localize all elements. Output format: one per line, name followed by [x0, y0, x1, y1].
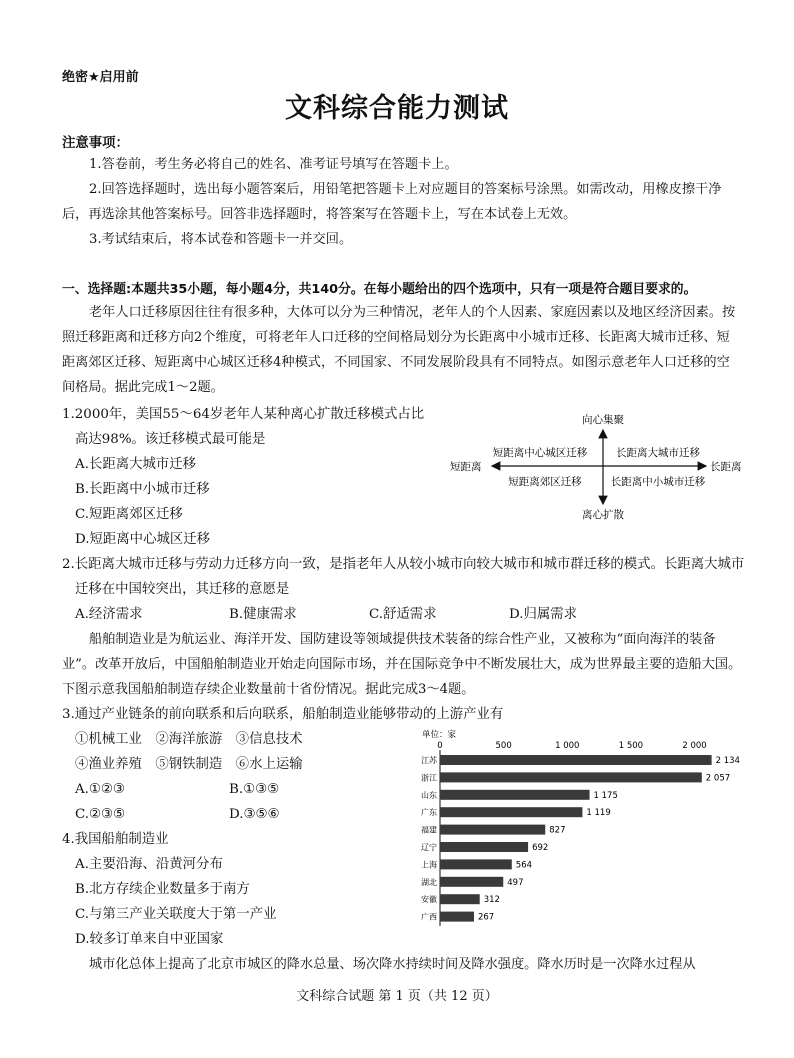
category-label: 广西: [421, 912, 437, 922]
notice-item-1: 1.答卷前，考生务必将自己的姓名、准考证号填写在答题卡上。: [89, 157, 458, 172]
bar: [440, 877, 503, 887]
q1-option-d[interactable]: D.短距离中心城区迁移: [75, 532, 211, 547]
x-tick-label: 0: [437, 741, 443, 751]
notice-item-2: 2.回答选择题时，选出每小题答案后，用铅笔把答题卡上对应题目的答案标号涂黑。如需改动，用橡皮擦干净后，再选涂其他答案标号。回答非选择题时，将答案写在答题卡上，写在本试卷上无效。: [62, 182, 722, 222]
x-tick-label: 500: [495, 741, 512, 751]
x-tick-label: 1 000: [555, 741, 580, 751]
bar: [440, 772, 702, 782]
secret-label: 绝密★启用前: [62, 70, 139, 85]
quadrant-top-left: 短距离中心城区迁移: [492, 447, 588, 459]
q4-stem: 4.我国船舶制造业: [62, 832, 169, 847]
q4-option-b[interactable]: B.北方存续企业数量多于南方: [75, 882, 250, 897]
label-right: 长距离: [710, 461, 742, 473]
x-tick-label: 1 500: [618, 741, 644, 751]
quadrant-top-right: 长距离大城市迁移: [616, 447, 700, 459]
q2-option-d[interactable]: D.归属需求: [509, 607, 578, 622]
category-label: 福建: [421, 825, 437, 835]
bar: [440, 859, 512, 869]
bar-value-label: 827: [549, 825, 566, 836]
notice-item-3: 3.考试结束后，将本试卷和答题卡一并交回。: [89, 232, 353, 247]
x-tick-label: 2 000: [682, 741, 707, 751]
category-label: 江苏: [421, 756, 437, 765]
category-label: 安徽: [421, 895, 437, 905]
q1-option-b[interactable]: B.长距离中小城市迁移: [75, 482, 210, 497]
q3-option-a[interactable]: A.①②③: [75, 782, 125, 797]
q3-option-d[interactable]: D.③⑤⑥: [229, 807, 280, 822]
q1-stem-line2: 高达98%。该迁移模式最可能是: [75, 432, 266, 447]
q1-stem-line1: 1.2000年，美国55～64岁老年人某种离心扩散迁移模式占比: [62, 407, 425, 422]
q2-option-c[interactable]: C.舒适需求: [369, 607, 437, 622]
section-heading: 一、选择题:本题共35小题，每小题4分，共140分。在每小题给出的四个选项中，只有一项是符合题目要求的。: [62, 282, 697, 297]
bar: [440, 912, 474, 922]
bar-value-label: 692: [532, 843, 549, 853]
q2-option-b[interactable]: B.健康需求: [229, 607, 297, 622]
q3-option-b[interactable]: B.①③⑤: [229, 782, 280, 797]
passage-urban-rainfall: 城市化总体上提高了北京市城区的降水总量、场次降水持续时间及降水强度。降水历时是一次降水过程从: [89, 957, 696, 972]
quadrant-bottom-left: 短距离郊区迁移: [508, 476, 582, 488]
label-left: 短距离: [450, 461, 482, 473]
q4-option-a[interactable]: A.主要沿海、沿黄河分布: [75, 857, 223, 872]
q1-option-c[interactable]: C.短距离郊区迁移: [75, 507, 183, 522]
bar: [440, 755, 712, 765]
bar-value-label: 312: [483, 895, 500, 906]
page-title: 文科综合能力测试: [285, 93, 509, 124]
bar: [440, 807, 582, 817]
shipbuilding-bar-chart: [410, 728, 750, 938]
q2-stem: 2.长距离大城市迁移与劳动力迁移方向一致，是指老年人从较小城市向较大城市和城市群迁移的模式。长距离大城市迁移在中国较突出，其迁移的意愿是: [62, 557, 745, 597]
bar-value-label: 497: [507, 877, 524, 888]
chart-unit-label: 单位：家: [422, 730, 457, 740]
q3-stem: 3.通过产业链条的前向联系和后向联系，船舶制造业能够带动的上游产业有: [62, 707, 504, 722]
migration-diagram: [448, 408, 748, 528]
category-label: 浙江: [421, 773, 437, 783]
q3-items-row1: ①机械工业 ②海洋旅游 ③信息技术: [75, 732, 303, 747]
category-label: 山东: [421, 790, 437, 800]
q4-option-c[interactable]: C.与第三产业关联度大于第一产业: [75, 907, 277, 922]
category-label: 上海: [421, 860, 437, 870]
q2-option-a[interactable]: A.经济需求: [75, 607, 143, 622]
passage-shipbuilding: 船舶制造业是为航运业、海洋开发、国防建设等领域提供技术装备的综合性产业，又被称为“面向海洋的装备业”。改革开放后，中国船舶制造业开始走向国际市场，并在国际竞争中不断发展壮大，成为世界最主要的造船大国。下图示意我国船舶制造存续企业数量前十省份情况。据此完成3～4题。: [62, 632, 742, 697]
bar: [440, 894, 480, 904]
bar-value-label: 2 057: [705, 773, 731, 784]
page-footer: 文科综合试题 第 1 页（共 12 页）: [296, 989, 498, 1004]
quadrant-bottom-right: 长距离中小城市迁移: [610, 476, 706, 488]
bar-value-label: 564: [515, 860, 533, 871]
q1-option-a[interactable]: A.长距离大城市迁移: [75, 457, 197, 472]
notice-heading: 注意事项：: [62, 136, 129, 151]
bar: [440, 825, 545, 835]
passage-migration: 老年人口迁移原因往往有很多种，大体可以分为三种情况，老年人的个人因素、家庭因素以及地区经济因素。按照迁移距离和迁移方向2个维度，可将老年人口迁移的空间格局划分为长距离中小城市迁移、长距离大城市迁移、短距离郊区迁移、短距离中心城区迁移4种模式，不同国家、不同发展阶段具有不同特点。如图示意老年人口迁移的空间格局。据此完成1～2题。: [62, 305, 736, 395]
bar-value-label: 2 134: [715, 756, 740, 766]
q4-option-d[interactable]: D.较多订单来自中亚国家: [75, 932, 224, 947]
bar: [440, 842, 528, 852]
q3-option-c[interactable]: C.②③⑤: [75, 807, 126, 822]
category-label: 湖北: [421, 877, 437, 887]
bar-value-label: 1 119: [586, 808, 611, 819]
label-top: 向心集聚: [582, 414, 624, 426]
bar-value-label: 1 175: [593, 790, 618, 801]
category-label: 辽宁: [421, 843, 437, 852]
category-label: 广东: [421, 808, 437, 818]
bar-value-label: 267: [477, 912, 495, 923]
label-bottom: 离心扩散: [582, 509, 624, 521]
bar: [440, 790, 590, 800]
q3-items-row2: ④渔业养殖 ⑤钢铁制造 ⑥水上运输: [75, 757, 303, 772]
